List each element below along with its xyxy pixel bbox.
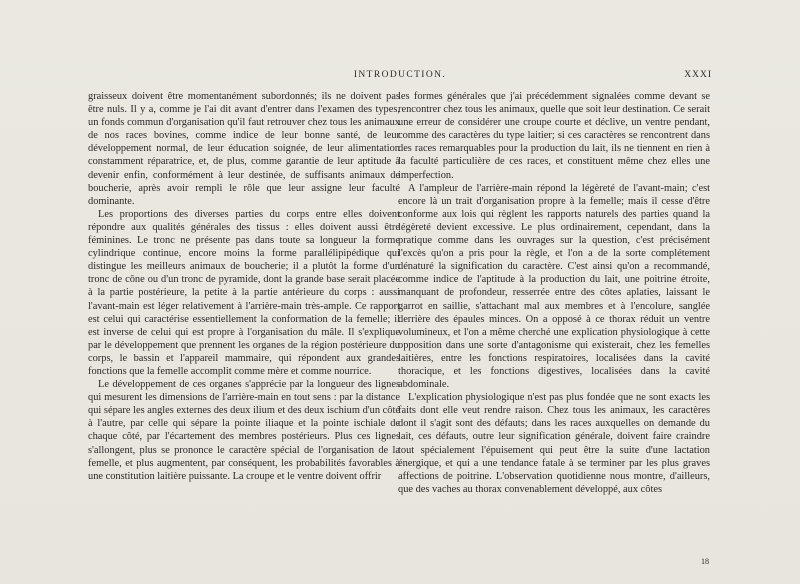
page-number: XXXI [684,70,712,80]
paragraph: Les proportions des diverses parties du corps entre elles doivent répondre aux qualités générales des tissus : elles doivent aussi être féminines. Le tronc ne présente pas dans toute sa longueur la forme cylindrique continue, encore moins la forme parallélipipédique qui distingue les meilleurs animaux de boucherie; il a plutôt la forme d'un tronc de cône ou d'un tronc de pyramide, dont la grande base serait placée à la partie postérieure, la petite à la partie antérieure du corps : aussi l'avant-main est léger relativement à l'arrière-main très-ample. Ce rapport est celui qui caractérise essentiellement la conformation de la femelle; il est inverse de celui qui est propre à l'organisation du mâle. Il s'explique par le développement que prennent les organes de la région postérieure du corps, le bassin et l'appareil mammaire, qui répondent aux grandes fonctions que la femelle accomplit comme mère et comme nourrice. [88,208,400,377]
left-text-column [88,90,400,483]
paragraph: graisseux doivent être momentanément subordonnés; ils ne doivent pas être nuls. Il y a, comme je l'ai dit avant d'entrer dans l'examen des types, un fonds commun d'organisation qu'il faut retrouver chez tous les animaux de nos races bovines, comme indice de leur bonne santé, de leur développement normal, de leur éducation soignée, de leur alimentation constamment réparatrice, et, de plus, comme garantie de leur aptitude à devenir enfin, conformément à leur destinée, de suffisants animaux de boucherie, après avoir rempli le rôle que leur assigne leur faculté dominante. [88,91,400,207]
running-head-title: INTRODUCTION. [353,70,447,80]
paragraph: Le développement de ces organes s'apprécie par la longueur des lignes qui mesurent les dimensions de l'arrière-main en tout sens : par la distance qui sépare les angles externes des deux ilium et des deux ischium d'un côté à l'autre, par celle qui sépare la pointe iliaque et la pointe ischiale de chaque côté, par l'écartement des membres postérieurs. Plus ces lignes s'allongent, plus se prononce le caractère spécial de l'organisation de la femelle, et plus augmentent, par conséquent, les probabilités favorables à une constitution laitière puissante. La croupe et le ventre doivent offrir [88,379,400,482]
right-text-column [398,90,710,496]
paragraph: L'explication physiologique n'est pas plus fondée que ne sont exacts les faits dont elle veut rendre raison. Chez tous les animaux, les caractères dont il s'agit sont des défauts; dans les races auxquelles on demande du lait, ces défauts, outre leur signification générale, doivent faire craindre tout spécialement l'épuisement qui peut être la suite d'une lactation énergique, et qui a une tendance fatale à se terminer par les plus graves affections de poitrine. L'observation quotidienne nous montre, d'ailleurs, que des vaches au thorax convenablement développé, aux côtes [398,392,710,495]
paragraph: les formes générales que j'ai précédemment signalées comme devant se rencontrer chez tous les animaux, quelle que soit leur destination. Ce serait une erreur de considérer une croupe courte et déclive, un ventre pendant, comme des caractères du type laitier; si ces caractères se rencontrent dans des races remarquables pour la production du lait, ils ne tiennent en rien à la faculté particulière de ces races, et constituent même chez elles une imperfection. [398,91,710,181]
paragraph: A l'ampleur de l'arrière-main répond la légèreté de l'avant-main; c'est encore là un trait d'organisation propre à la femelle; mais il cesse d'être conforme aux lois qui règlent les rapports naturels des parties quand la légèreté devient excessive. Le plus ordinairement, cependant, dans la pratique comme dans les ouvrages sur la question, c'est précisément l'excès qu'on a pris pour la règle, et l'on a de la sorte complétement dénaturé la signification du caractère. C'est ainsi qu'on a recommandé, comme indice de l'aptitude à la production du lait, une poitrine étroite, manquant de profondeur, resserrée entre des côtes aplaties, laissant le garrot en saillie, s'attachant mal aux membres et à l'encolure, sanglée derrière des épaules minces. On a opposé à ce thorax réduit un ventre volumineux, et l'on a même cherché une explication physiologique à cette opposition dans une sorte d'antagonisme qui existerait, chez les femelles laitières, entre les fonctions respiratoires, localisées dans la cavité thoracique, et les fonctions digestives, localisées dans la cavité abdominale. [398,182,710,391]
printer-signature-mark: 18 [701,557,709,566]
